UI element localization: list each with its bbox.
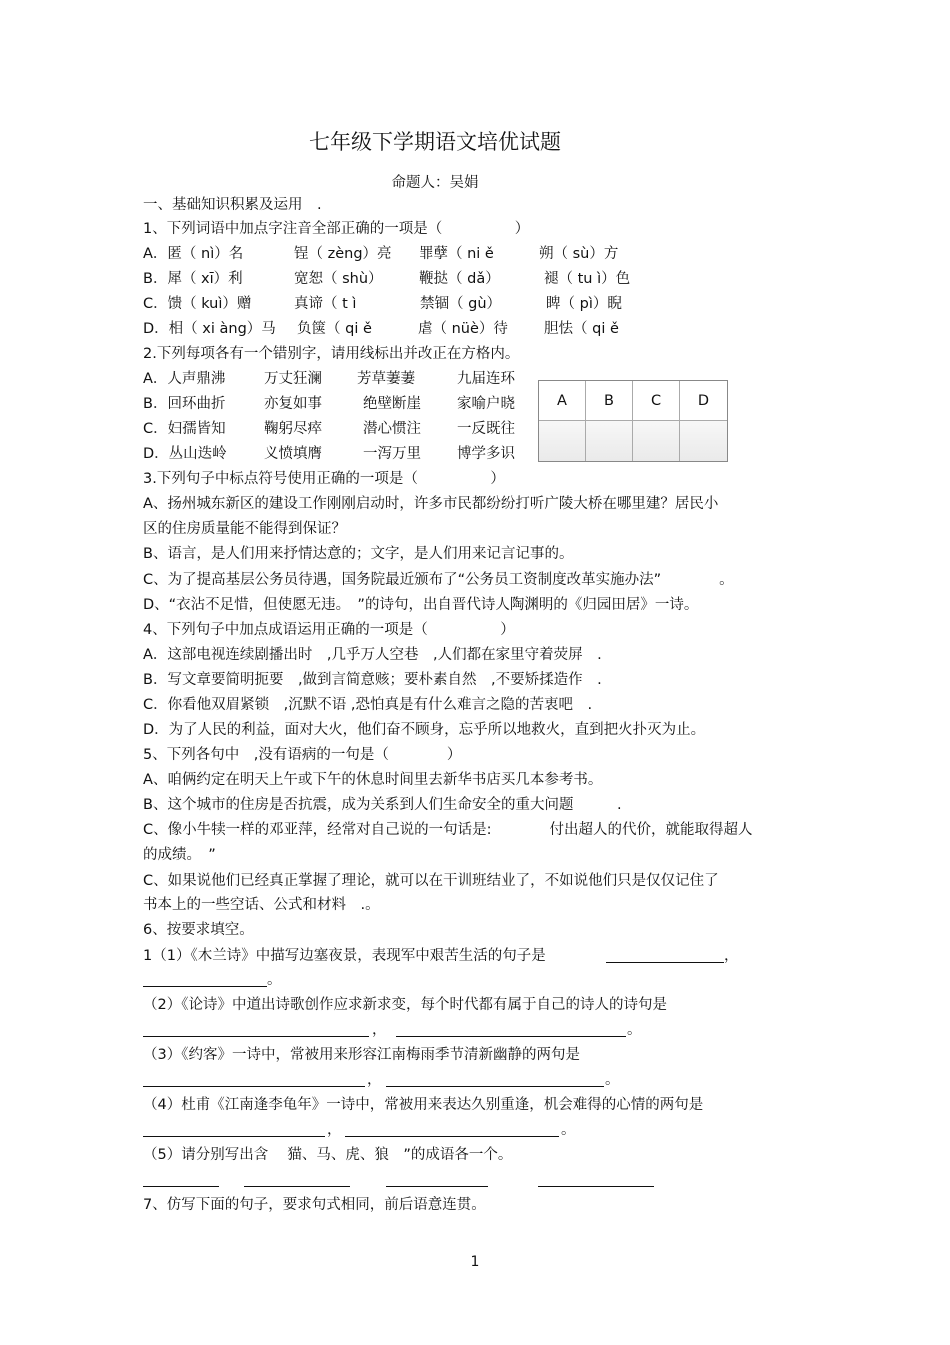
question-5-option-b: B、这个城市的住房是否抗震，成为关系到人们生命安全的重大问题 . [143, 797, 622, 813]
page-number: 1 [470, 1254, 480, 1270]
question-3-option-a-line2: 区的住房质量能不能得到保证？ [143, 521, 346, 537]
question-4-option-c: C．你看他双眉紧锁 ,沉默不语 ,恐怕真是有什么难言之隐的苦衷吧 . [143, 697, 593, 713]
author-line: 命题人：吴娟 [391, 175, 479, 191]
question-6-item-4: （4）杜甫《江南逢李龟年》一诗中，常被用来表达久别重逢，机会难得的心情的两句是 [143, 1097, 704, 1113]
question-4-option-d: D．为了人民的利益，面对大火，他们奋不顾身，忘乎所以地救火，直到把火扑灭为止。 [143, 722, 706, 738]
question-5-option-d-line1: C、如果说他们已经真正掌握了理论，就可以在干训班结业了，不如说他们只是仅仅记住了 [143, 873, 719, 889]
answer-blank[interactable] [538, 1171, 654, 1187]
question-6-item-5: （5）请分别写出含 猫、马、虎、狼 ”的成语各一个。 [143, 1147, 513, 1163]
answer-blank[interactable] [143, 1071, 365, 1087]
grid-header-a: A [539, 381, 586, 421]
answer-blank[interactable] [606, 947, 724, 963]
question-6-item-1: 1（1）《木兰诗》中描写边塞夜景，表现军中艰苦生活的句子是 [143, 948, 546, 964]
grid-answer-cell-b[interactable] [586, 421, 633, 461]
grid-answer-cell-d[interactable] [680, 421, 727, 461]
question-3-option-c: C、为了提高基层公务员待遇，国务院最近颁布了“公务员工资制度改革实施办法” 。 [143, 572, 734, 588]
answer-blank[interactable] [143, 1121, 325, 1137]
question-5-option-c-line2: 的成绩。 ” [143, 847, 216, 863]
question-5-option-d-line2: 书本上的一些空话、公式和材料 .。 [143, 897, 380, 913]
grid-answer-cell-c[interactable] [633, 421, 680, 461]
grid-header-c: C [633, 381, 680, 421]
question-2-stem: 2.下列每项各有一个错别字，请用线标出并改正在方格内。 [143, 346, 520, 362]
question-4-option-b: B．写文章要简明扼要 ,做到言简意赅；要朴素自然 ,不要矫揉造作 . [143, 672, 602, 688]
answer-blank[interactable] [244, 1171, 350, 1187]
grid-answer-cell-a[interactable] [539, 421, 586, 461]
question-5-option-a: A、咱俩约定在明天上午或下午的休息时间里去新华书店买几本参考书。 [143, 772, 603, 788]
question-3-option-a-line1: A、扬州城东新区的建设工作刚刚启动时，许多市民都纷纷打听广陵大桥在哪里建？居民小 [143, 496, 719, 512]
answer-blank[interactable] [143, 1021, 369, 1037]
answer-blank[interactable] [386, 1171, 488, 1187]
question-4-option-a: A．这部电视连续剧播出时 ,几乎万人空巷 ,人们都在家里守着荧屏 . [143, 647, 602, 663]
question-4-stem: 4、下列句子中加点成语运用正确的一项是（ ） [143, 622, 515, 638]
grid-header-d: D [680, 381, 727, 421]
section-heading: 一、基础知识积累及运用 . [143, 197, 322, 213]
question-7-stem: 7、仿写下面的句子，要求句式相同，前后语意连贯。 [143, 1197, 486, 1213]
question-1-stem: 1、下列词语中加点字注音全部正确的一项是（ ） [143, 221, 530, 237]
answer-blank[interactable] [345, 1121, 559, 1137]
question-3-stem: 3.下列句子中标点符号使用正确的一项是（ ） [143, 471, 505, 487]
question-3-option-d: D、“衣沾不足惜，但使愿无违。 ”的诗句，出自晋代诗人陶渊明的《归园田居》一诗。 [143, 597, 699, 613]
question-5-option-c-line1: C、像小牛犊一样的邓亚萍，经常对自己说的一句话是: 付出超人的代价，就能取得超人 [143, 822, 753, 838]
answer-blank[interactable] [386, 1071, 604, 1087]
answer-blank[interactable] [143, 971, 267, 987]
page-title: 七年级下学期语文培优试题 [309, 130, 561, 154]
question-6-stem: 6、按要求填空。 [143, 922, 254, 938]
answer-blank[interactable] [396, 1021, 626, 1037]
answer-grid [538, 380, 728, 462]
question-5-stem: 5、下列各句中 ,没有语病的一句是（ ） [143, 747, 462, 763]
question-6-item-3: （3）《约客》一诗中，常被用来形容江南梅雨季节清新幽静的两句是 [143, 1047, 580, 1063]
answer-blank[interactable] [143, 1171, 219, 1187]
grid-header-b: B [586, 381, 633, 421]
question-6-item-2: （2）《论诗》中道出诗歌创作应求新求变，每个时代都有属于自己的诗人的诗句是 [143, 997, 667, 1013]
question-3-option-b: B、语言，是人们用来抒情达意的；文字，是人们用来记言记事的。 [143, 546, 574, 562]
